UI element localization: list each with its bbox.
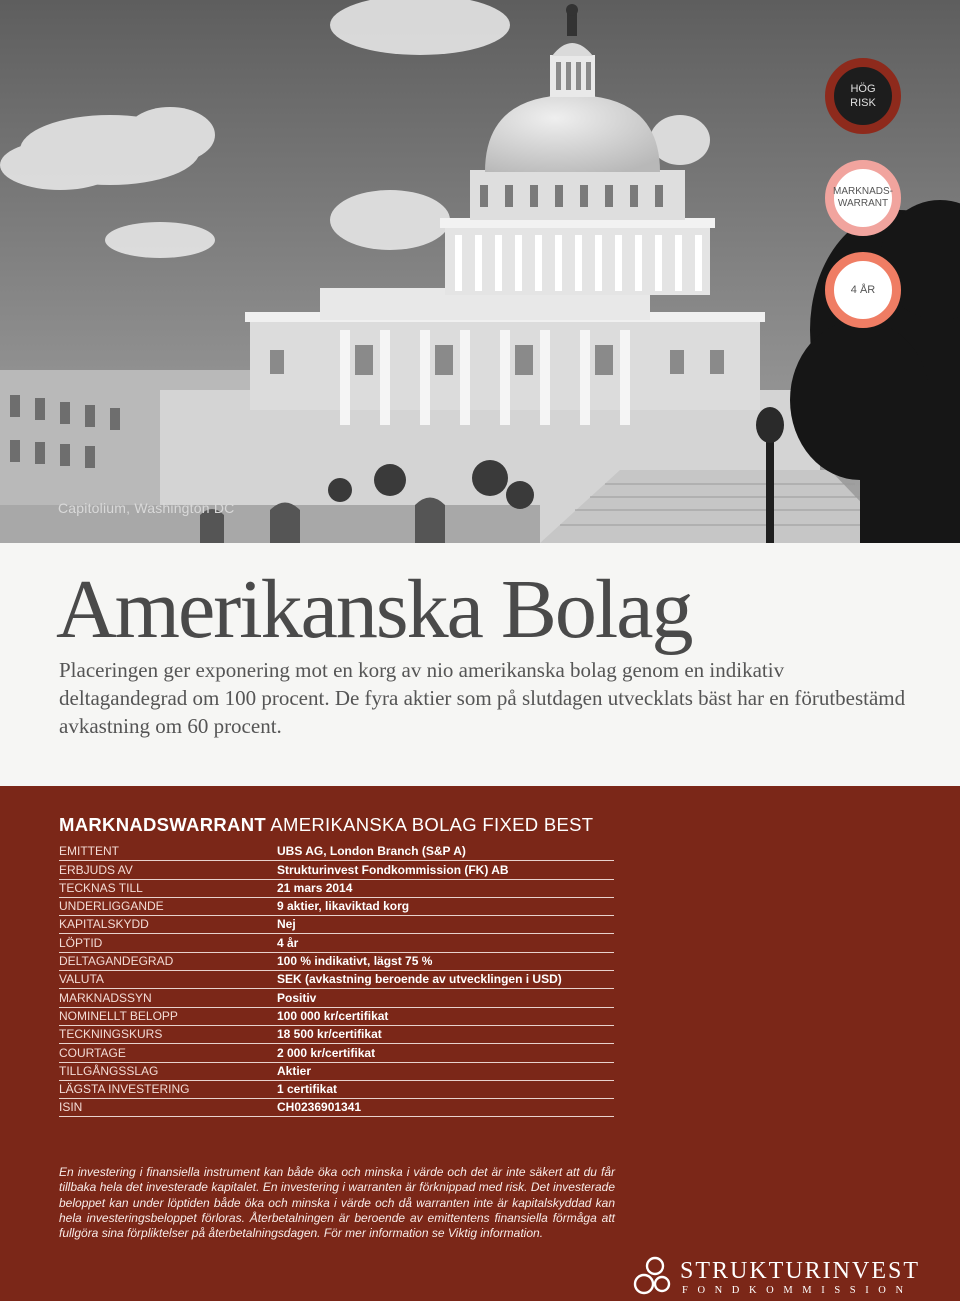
type-badge-line-2: WARRANT — [837, 198, 889, 209]
fact-row — [59, 971, 614, 989]
facts-table — [59, 843, 614, 1117]
fact-value: CH0236901341 — [277, 1100, 362, 1115]
fact-row — [59, 953, 614, 971]
fact-value: 18 500 kr/certifikat — [277, 1027, 382, 1042]
fact-row — [59, 880, 614, 898]
fact-row — [59, 1008, 614, 1026]
logo-rings-icon — [632, 1256, 674, 1296]
panel-heading-product-type: MARKNADSWARRANT — [59, 814, 266, 835]
photo-caption: Capitolium, Washington DC — [58, 500, 235, 516]
product-type-badge — [825, 160, 901, 236]
fact-row — [59, 1026, 614, 1044]
fact-label: ERBJUDS AV — [59, 862, 133, 877]
risk-badge-line-2: RISK — [850, 97, 876, 109]
fact-label: NOMINELLT BELOPP — [59, 1008, 178, 1023]
fact-label: UNDERLIGGANDE — [59, 899, 164, 914]
fact-row — [59, 1063, 614, 1081]
fact-label: DELTAGANDEGRAD — [59, 954, 174, 969]
fact-row — [59, 934, 614, 952]
product-facts-panel — [0, 786, 960, 1301]
fact-value: 21 mars 2014 — [277, 880, 353, 895]
risk-disclaimer: En investering i finansiella instrument kan både öka och minska i värde och det är inte säkert att du får tillbaka hela det investerade kapitalet. En investering i warranten är förknippad med risk. Det investerade beloppet kan under löptiden både öka och minska i värde och då warranten inte är kapitalskyddad kan hela investeringsbeloppet förloras. Återbetalningen är beroende av emittentens finansiella förmåga att fullgöra sina förpliktelser på återbetalningsdagen. För mer information se Viktig information. — [59, 1165, 615, 1241]
fact-value: Aktier — [277, 1063, 312, 1078]
fact-value: UBS AG, London Branch (S&P A) — [277, 844, 466, 859]
fact-value: 2 000 kr/certifikat — [277, 1045, 376, 1060]
type-badge-line-1: MARKNADS- — [833, 186, 894, 197]
fact-row — [59, 1044, 614, 1062]
logo-subtitle: FONDKOMMISSION — [682, 1285, 913, 1296]
fact-value: Nej — [277, 917, 296, 932]
hero-photo — [0, 0, 960, 543]
term-badge — [825, 252, 901, 328]
fact-label: LÖPTID — [59, 935, 103, 950]
panel-heading-product-name: AMERIKANSKA BOLAG FIXED BEST — [270, 814, 594, 835]
fact-value: 9 aktier, likaviktad korg — [277, 899, 410, 914]
intro-paragraph: Placeringen ger exponering mot en korg av nio amerikanska bolag genom en indikativ deltagandegrad om 100 procent. De fyra aktier som på slutdagen utvecklats bäst har en förutbestämd avkastning om 60 procent. — [59, 658, 906, 738]
fact-row — [59, 1081, 614, 1099]
fact-label: ISIN — [59, 1100, 83, 1115]
fact-value: 100 000 kr/certifikat — [277, 1008, 389, 1023]
fact-row — [59, 861, 614, 879]
fact-label: EMITTENT — [59, 844, 119, 859]
fact-row — [59, 989, 614, 1007]
fact-label: MARKNADSSYN — [59, 990, 152, 1005]
fact-row — [59, 916, 614, 934]
fact-label: TILLGÅNGSSLAG — [59, 1063, 159, 1078]
fact-value: SEK (avkastning beroende av utvecklingen i USD) — [277, 972, 562, 987]
risk-level-badge — [825, 58, 901, 134]
term-badge-label: 4 ÅR — [850, 284, 876, 296]
fact-value: Positiv — [277, 990, 317, 1005]
logo-name: STRUKTURINVEST — [680, 1258, 921, 1284]
fact-value: 100 % indikativt, lägst 75 % — [277, 954, 433, 969]
fact-label: KAPITALSKYDD — [59, 917, 149, 932]
fact-label: COURTAGE — [59, 1045, 126, 1060]
panel-heading — [59, 814, 593, 836]
strukturinvest-logo — [632, 1256, 922, 1298]
page-title: Amerikanska Bolag — [56, 563, 692, 656]
fact-value: 1 certifikat — [277, 1082, 338, 1097]
fact-row — [59, 1099, 614, 1117]
fact-row — [59, 898, 614, 916]
fact-label: TECKNAS TILL — [59, 880, 143, 895]
risk-badge-line-1: HÖG — [850, 83, 876, 95]
fact-value: Strukturinvest Fondkommission (FK) AB — [277, 862, 509, 877]
fact-row — [59, 843, 614, 861]
fact-label: TECKNINGSKURS — [59, 1027, 163, 1042]
capitol-photo — [0, 0, 960, 543]
fact-value: 4 år — [277, 935, 299, 950]
fact-label: VALUTA — [59, 972, 104, 987]
fact-label: LÄGSTA INVESTERING — [59, 1082, 190, 1097]
